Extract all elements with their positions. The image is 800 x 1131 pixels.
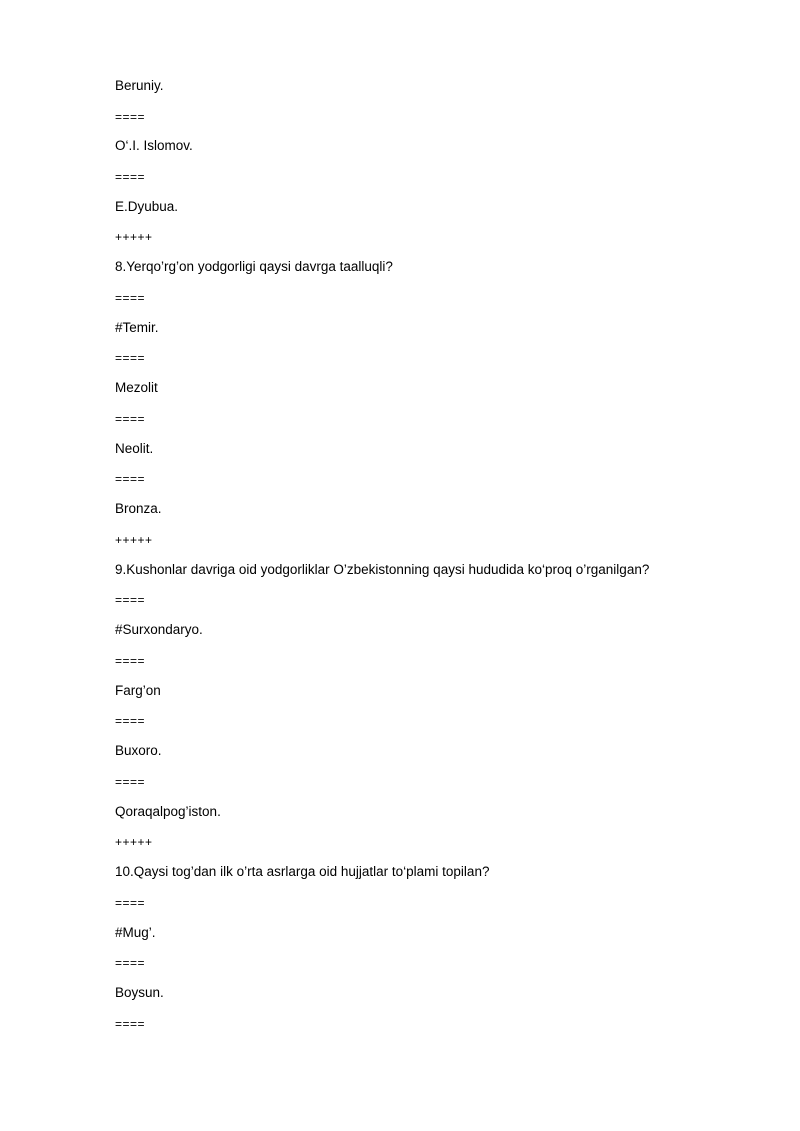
answer-line: E.Dyubua. [115, 199, 179, 214]
separator-line: +++++ [115, 835, 153, 849]
answer-line: Mezolit [115, 380, 158, 395]
answer-line: Qoraqalpog’iston. [115, 804, 221, 819]
separator-line: ==== [115, 956, 146, 970]
answer-line: Boysun. [115, 985, 164, 1000]
separator-line: ==== [115, 110, 146, 124]
question-line: 8.Yerqo’rg’on yodgorligi qaysi davrga taalluqli? [115, 259, 393, 274]
separator-line: ==== [115, 654, 146, 668]
question-line: 9.Kushonlar davriga oid yodgorliklar O’zbekistonning qaysi hududida ko‘proq o’rganilgan? [115, 562, 650, 577]
answer-line: Beruniy. [115, 78, 164, 93]
answer-line: O‘.I. Islomov. [115, 138, 193, 153]
separator-line: ==== [115, 170, 146, 184]
separator-line: ==== [115, 351, 146, 365]
answer-line: #Mug’. [115, 925, 156, 940]
separator-line: +++++ [115, 230, 153, 244]
answer-line: Neolit. [115, 441, 154, 456]
separator-line: ==== [115, 472, 146, 486]
answer-line: #Temir. [115, 320, 159, 335]
answer-line: Farg’on [115, 683, 161, 698]
answer-line: Bronza. [115, 501, 162, 516]
separator-line: ==== [115, 291, 146, 305]
separator-line: ==== [115, 896, 146, 910]
separator-line: ==== [115, 1017, 146, 1031]
answer-line: Buxoro. [115, 743, 162, 758]
separator-line: ==== [115, 412, 146, 426]
separator-line: ==== [115, 593, 146, 607]
separator-line: ==== [115, 714, 146, 728]
separator-line: ==== [115, 775, 146, 789]
answer-line: #Surxondaryo. [115, 622, 203, 637]
separator-line: +++++ [115, 533, 153, 547]
question-line: 10.Qaysi tog’dan ilk o’rta asrlarga oid hujjatlar to‘plami topilan? [115, 864, 490, 879]
